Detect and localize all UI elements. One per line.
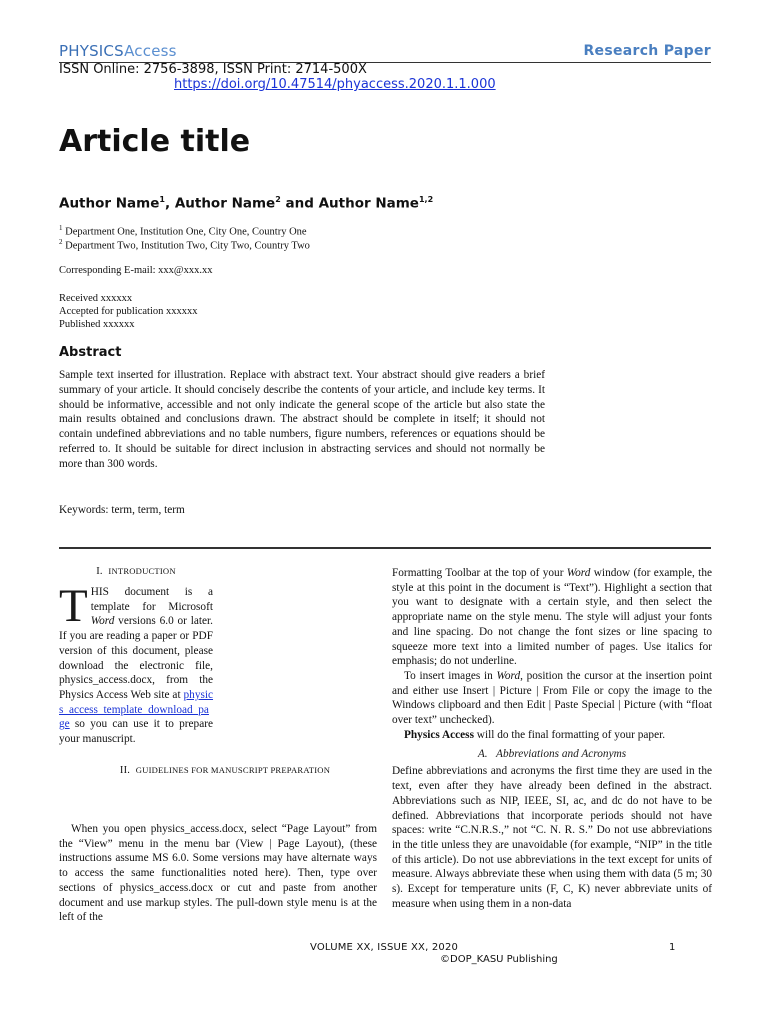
text-run: Formatting Toolbar at the top of your bbox=[392, 567, 567, 579]
text-run: window (for example, the style at this point in the document is “Text”). Highlight a section that you want to designate with a certain style, and then select the appropriate name on the style menu. The style will adjust your fonts and line spacing. Do not change the font sizes or line spacing to squeeze more text into a limited number of pages. Use italics for emphasis; do not underline. bbox=[392, 567, 712, 668]
abstract-heading: Abstract bbox=[59, 345, 122, 360]
template-download-link[interactable]: physics_access_template_download_page bbox=[59, 688, 214, 731]
section-heading-introduction bbox=[59, 566, 213, 577]
intro-end: so you can use it to prepare your manuscript. bbox=[59, 718, 213, 746]
affil-text: Department Two, Institution Two, City Two, Country Two bbox=[62, 240, 310, 252]
formatting-paragraph bbox=[392, 566, 712, 669]
running-header bbox=[59, 42, 711, 63]
accepted-date: Accepted for publication xxxxxx bbox=[59, 306, 198, 317]
intro-first: HIS document is a template for Microsoft bbox=[90, 586, 213, 613]
affiliation-2 bbox=[59, 238, 310, 252]
text-run: To insert images in bbox=[404, 669, 497, 682]
author-name: Author Name bbox=[59, 195, 160, 212]
section-heading-guidelines bbox=[65, 765, 385, 776]
author-sup: 1,2 bbox=[418, 195, 434, 204]
received-date: Received xxxxxx bbox=[59, 293, 133, 304]
brand-part1: PHYSICS bbox=[59, 42, 125, 60]
section-number: II. bbox=[119, 764, 131, 776]
article-title: Article title bbox=[59, 124, 251, 159]
volume-issue: VOLUME XX, ISSUE XX, 2020 bbox=[310, 942, 459, 953]
right-column bbox=[392, 566, 712, 911]
section-number: I. bbox=[96, 566, 103, 577]
affiliation-1 bbox=[59, 224, 307, 238]
word-italic: Word bbox=[566, 567, 591, 579]
abstract-text: Sample text inserted for illustration. Replace with abstract text. Your abstract should give readers a brief summary of your article. It should concisely describe the contents of your article, and include key terms. It should be informative, accessible and not only indicate the general scope of the article but also state the main results obtained and conclusions drawn. The abstract should be complete in itself; it should not contain undefined abbreviations and no table numbers, figure numbers, references or equations should be referred to. It should be suitable for direct inclusion in abstracting services and should not normally be more than 300 words. bbox=[59, 369, 545, 470]
affil-text: Department One, Institution One, City One, Country One bbox=[62, 226, 307, 238]
corresponding-email: Corresponding E-mail: xxx@xxx.xx bbox=[59, 265, 213, 276]
word-italic: Word bbox=[496, 669, 521, 682]
intro-word: Word bbox=[90, 615, 115, 628]
brand-part2: Access bbox=[124, 42, 177, 60]
author-name: Author Name bbox=[318, 195, 419, 212]
insert-images-paragraph bbox=[392, 669, 712, 728]
doi-link[interactable]: https://doi.org/10.47514/phyaccess.2020.1.1.000 bbox=[174, 77, 496, 92]
author-list bbox=[59, 195, 433, 212]
author-sup: 2 bbox=[275, 195, 281, 204]
published-date: Published xxxxxx bbox=[59, 319, 135, 330]
intro-paragraph bbox=[59, 580, 214, 747]
text-run: , position the cursor at the insertion point and either use Insert | Picture | From File or copy the image to the Windows clipboard and then Edit | Paste Special | Picture (with “float over text” unchecked). bbox=[392, 669, 712, 727]
journal-name-bold: Physics Access bbox=[404, 728, 474, 741]
affil-sup: 1 bbox=[59, 224, 63, 232]
affil-sup: 2 bbox=[59, 238, 63, 246]
left-column bbox=[59, 566, 331, 776]
keywords: Keywords: term, term, term bbox=[59, 504, 185, 516]
text-run: will do the final formatting of your paper. bbox=[473, 728, 666, 741]
author-sup: 1 bbox=[159, 195, 165, 204]
drop-cap: T bbox=[59, 580, 88, 632]
subsection-title: Abbreviations and Acronyms bbox=[496, 748, 627, 761]
section-title: GUIDELINES FOR MANUSCRIPT PREPARATION bbox=[135, 764, 331, 775]
intro-rest: versions 6.0 or later. If you are reading a paper or PDF version of this document, please download the electronic file, physics_access.docx, from the Physics Access Web site at bbox=[59, 615, 213, 701]
author-sep: and bbox=[280, 195, 319, 212]
abbreviations-paragraph: Define abbreviations and acronyms the first time they are used in the text, even after they have already been defined in the abstract. Abbreviations such as NIP, IEEE, SI, ac, and dc do not have to be defined. Abbreviations that incorporate periods should not have spaces: write “C.N.R.S.,” not “C. N. R. S.” Do not use abbreviations in the title unless they are unavoidable (for example, “NIP” in the title of this article). Do not use abbreviations in the text except for units of measure. Always abbreviate these when using them with data (5 m; 30 s). Except for temperature units (F, C, K) never abbreviate units of measure when using them in a non-data bbox=[392, 765, 712, 910]
subsection-number: A. bbox=[477, 748, 488, 761]
journal-brand bbox=[59, 42, 177, 60]
section-divider bbox=[59, 547, 711, 549]
final-formatting-paragraph bbox=[392, 728, 712, 743]
guidelines-paragraph: When you open physics_access.docx, select “Page Layout” from the “View” menu in the menu bar (View | Page Layout), (these instructions assume MS 6.0. Some versions may have alternate ways to access the same functionalities noted here). Then, type over sections of physics_access.docx or cut and paste from another document and use markup styles. The pull-down style menu is at the left of the bbox=[59, 823, 377, 924]
author-sep: , bbox=[164, 195, 175, 212]
section-title: INTRODUCTION bbox=[108, 566, 176, 576]
subsection-heading bbox=[392, 748, 712, 760]
issn-line: ISSN Online: 2756-3898, ISSN Print: 2714-500X bbox=[59, 62, 367, 77]
article-type: Research Paper bbox=[583, 43, 711, 59]
page-number: 1 bbox=[669, 942, 676, 953]
publisher: ©DOP_KASU Publishing bbox=[440, 954, 558, 965]
author-name: Author Name bbox=[174, 195, 276, 212]
